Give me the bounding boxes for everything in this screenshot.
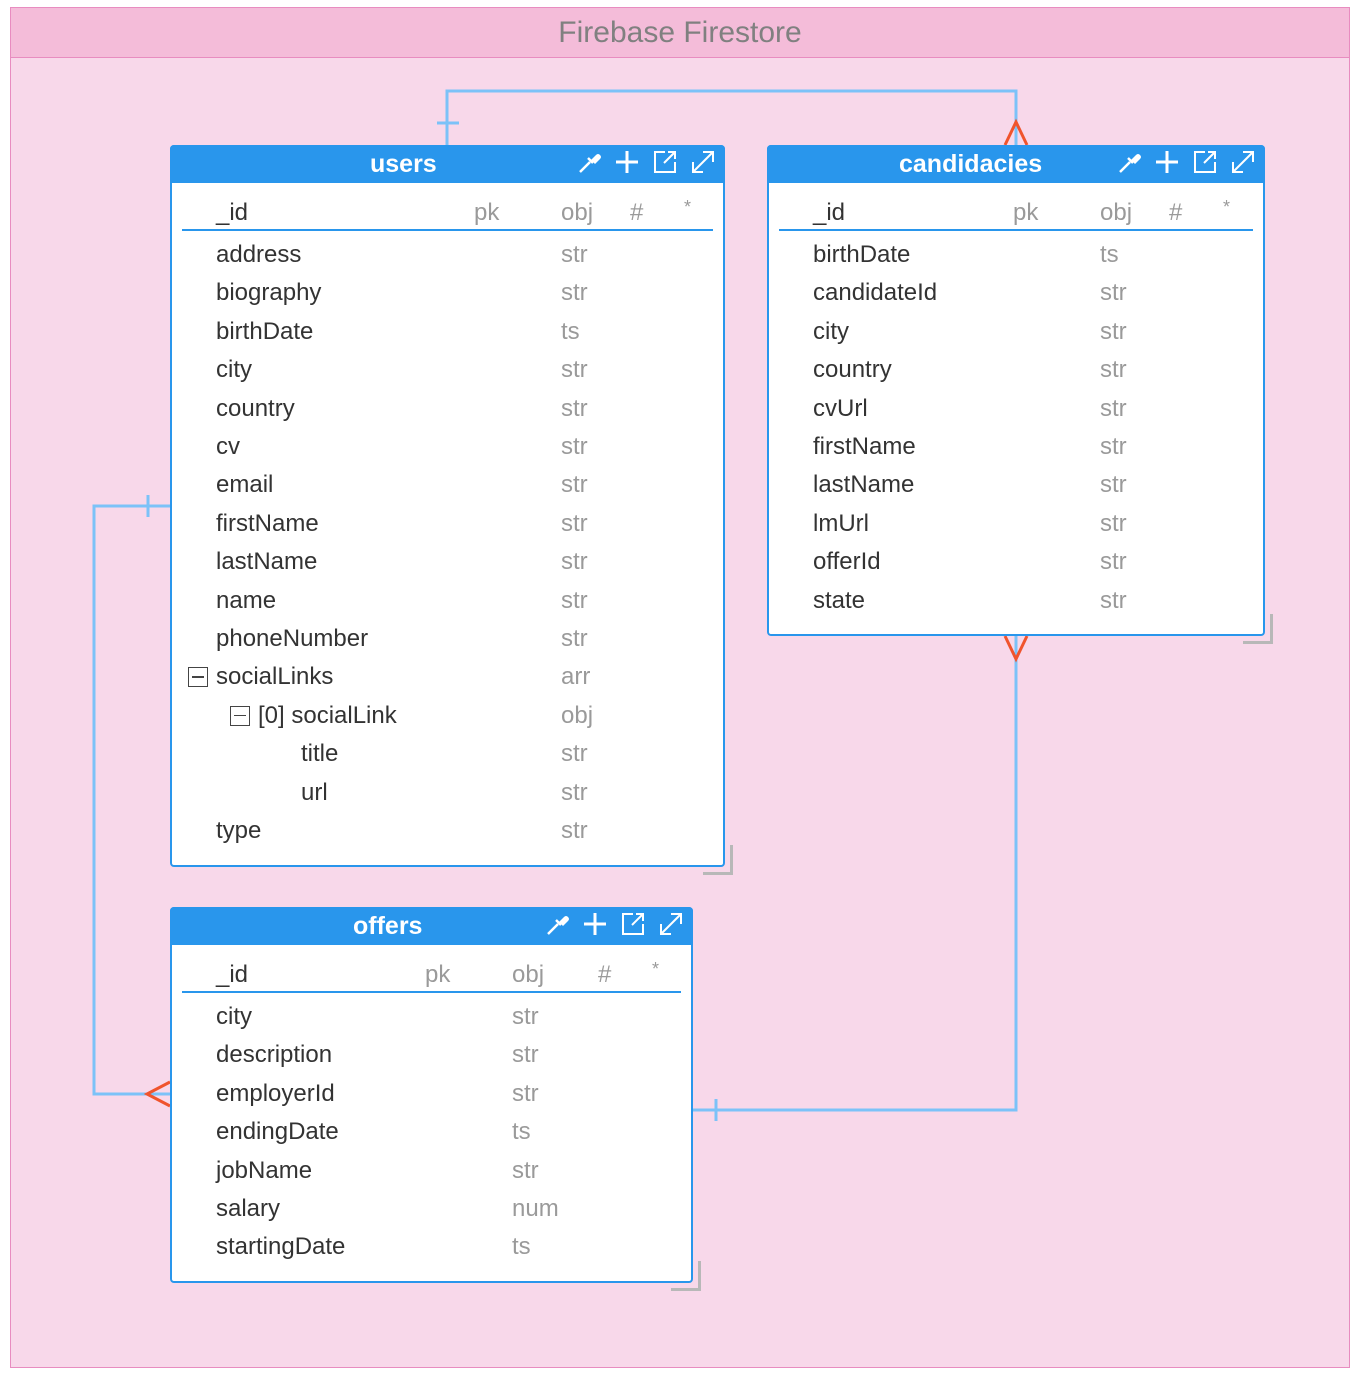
- field-type: ts: [561, 317, 580, 345]
- field-name: address: [216, 241, 302, 268]
- field-row[interactable]: [172, 1151, 691, 1189]
- field-type: obj: [1100, 199, 1133, 226]
- entity-header: [170, 145, 725, 183]
- field-type: str: [561, 548, 588, 576]
- field-row[interactable]: [769, 350, 1263, 388]
- container-title: Firebase Firestore: [11, 8, 1349, 58]
- field-name: candidateId: [813, 279, 938, 307]
- field-name: city: [813, 317, 849, 345]
- pk-column-label: pk: [425, 961, 451, 988]
- field-row[interactable]: [769, 581, 1263, 619]
- field-type: str: [1100, 356, 1127, 384]
- field-name: country: [813, 356, 892, 384]
- field-type: str: [561, 279, 588, 307]
- field-type: str: [1100, 394, 1127, 422]
- field-row[interactable]: [769, 427, 1263, 465]
- expand-icon: [657, 910, 685, 943]
- field-row[interactable]: [172, 619, 723, 657]
- field-row-id[interactable]: [182, 193, 713, 231]
- expand-icon: [689, 148, 717, 181]
- field-row[interactable]: [769, 465, 1263, 503]
- field-row[interactable]: [172, 811, 723, 849]
- plus-button[interactable]: [1151, 149, 1183, 179]
- field-row[interactable]: [172, 1227, 691, 1265]
- eyedropper-button[interactable]: [573, 149, 605, 179]
- field-name: _id: [813, 199, 846, 226]
- field-type: str: [561, 509, 588, 537]
- field-type: str: [512, 1079, 539, 1107]
- field-row[interactable]: [172, 542, 723, 580]
- open-external-button[interactable]: [1189, 149, 1221, 179]
- field-name: description: [216, 1041, 333, 1069]
- field-type: str: [512, 1156, 539, 1184]
- field-name: jobName: [216, 1156, 313, 1184]
- open-external-button[interactable]: [617, 911, 649, 941]
- field-name: cvUrl: [813, 394, 868, 422]
- field-name: firstName: [813, 433, 916, 460]
- eyedropper-icon: [543, 910, 571, 943]
- entity-candidacies[interactable]: [767, 145, 1265, 636]
- entity-toolbar: [1113, 149, 1259, 179]
- field-name: name: [216, 586, 277, 614]
- field-row[interactable]: [769, 542, 1263, 580]
- field-row[interactable]: [172, 1189, 691, 1227]
- field-type: str: [561, 586, 588, 614]
- required-column-label: *: [652, 959, 660, 979]
- field-type: str: [561, 356, 588, 384]
- field-row[interactable]: [172, 696, 723, 734]
- field-type: ts: [512, 1118, 531, 1146]
- field-name: socialLinks: [216, 663, 334, 691]
- plus-icon: [613, 148, 641, 181]
- entity-title: offers: [353, 912, 423, 940]
- field-type: str: [1100, 586, 1127, 614]
- plus-icon: [1153, 148, 1181, 181]
- expand-icon: [1229, 148, 1257, 181]
- open-external-icon: [651, 148, 679, 181]
- field-row[interactable]: [172, 273, 723, 311]
- plus-icon: [581, 910, 609, 943]
- field-name: cv: [216, 433, 240, 460]
- field-type: str: [561, 778, 588, 806]
- entity-header: [170, 907, 693, 945]
- field-name: lastName: [216, 548, 318, 576]
- field-row[interactable]: [769, 273, 1263, 311]
- expand-button[interactable]: [1227, 149, 1259, 179]
- required-column-label: *: [684, 197, 692, 217]
- pk-column-label: pk: [474, 199, 500, 226]
- field-row[interactable]: [172, 581, 723, 619]
- field-row[interactable]: [172, 997, 691, 1035]
- field-name: city: [216, 356, 252, 384]
- entity-toolbar: [573, 149, 719, 179]
- field-row[interactable]: [172, 1035, 691, 1073]
- open-external-icon: [619, 910, 647, 943]
- field-row[interactable]: [769, 235, 1263, 273]
- field-name: lmUrl: [813, 509, 869, 537]
- field-type: str: [512, 1003, 539, 1030]
- field-name: url: [301, 778, 328, 806]
- collapse-toggle-icon[interactable]: [188, 667, 208, 687]
- field-name: city: [216, 1003, 252, 1030]
- field-row[interactable]: [172, 773, 723, 811]
- index-column-label: #: [1169, 199, 1183, 226]
- field-row[interactable]: [769, 389, 1263, 427]
- field-row[interactable]: [172, 465, 723, 503]
- open-external-button[interactable]: [649, 149, 681, 179]
- field-row[interactable]: [172, 235, 723, 273]
- field-type: str: [1100, 471, 1127, 499]
- index-column-label: #: [598, 961, 612, 988]
- plus-button[interactable]: [579, 911, 611, 941]
- entity-users[interactable]: [170, 145, 725, 867]
- entity-title: candidacies: [899, 150, 1043, 178]
- field-type: ts: [1100, 241, 1119, 268]
- entity-offers[interactable]: [170, 907, 693, 1283]
- entity-title: users: [370, 150, 437, 178]
- field-type: str: [561, 471, 588, 499]
- field-name: biography: [216, 279, 322, 307]
- field-name: country: [216, 394, 295, 422]
- field-name: birthDate: [216, 317, 314, 345]
- field-type: num: [512, 1195, 559, 1222]
- required-column-label: *: [1223, 197, 1231, 217]
- field-row[interactable]: [172, 657, 723, 695]
- field-row[interactable]: [172, 350, 723, 388]
- field-name: state: [813, 586, 866, 614]
- field-name: startingDate: [216, 1233, 346, 1261]
- field-type: obj: [561, 701, 594, 729]
- eyedropper-icon: [1115, 148, 1143, 181]
- entity-header: [767, 145, 1265, 183]
- expand-button[interactable]: [687, 149, 719, 179]
- field-row[interactable]: [769, 312, 1263, 350]
- field-type: str: [1100, 509, 1127, 537]
- field-name: type: [216, 817, 262, 844]
- field-name: lastName: [813, 471, 915, 499]
- field-name: firstName: [216, 509, 319, 537]
- field-type: obj: [512, 961, 545, 988]
- field-type: ts: [512, 1233, 531, 1261]
- field-name: title: [301, 740, 339, 768]
- field-name: salary: [216, 1195, 281, 1222]
- field-type: str: [1100, 279, 1127, 307]
- pk-column-label: pk: [1013, 199, 1039, 226]
- field-row-id[interactable]: [182, 955, 681, 993]
- field-name: birthDate: [813, 241, 911, 268]
- field-name: [0] socialLink: [258, 701, 397, 729]
- field-name: phoneNumber: [216, 625, 369, 652]
- field-type: str: [1100, 317, 1127, 345]
- field-type: str: [561, 625, 588, 652]
- plus-button[interactable]: [611, 149, 643, 179]
- field-row-id[interactable]: [779, 193, 1253, 231]
- index-column-label: #: [630, 199, 644, 226]
- eyedropper-icon: [575, 148, 603, 181]
- field-type: arr: [561, 663, 591, 691]
- field-row[interactable]: [172, 1074, 691, 1112]
- field-row[interactable]: [172, 734, 723, 772]
- field-type: str: [561, 394, 588, 422]
- field-name: email: [216, 471, 274, 499]
- collapse-toggle-icon[interactable]: [230, 706, 250, 726]
- field-type: str: [561, 433, 588, 460]
- field-name: _id: [216, 199, 249, 226]
- field-row[interactable]: [172, 427, 723, 465]
- field-name: offerId: [813, 548, 881, 576]
- field-type: str: [512, 1041, 539, 1069]
- field-type: str: [1100, 548, 1127, 576]
- field-row[interactable]: [172, 504, 723, 542]
- field-type: obj: [561, 199, 594, 226]
- field-type: str: [561, 817, 588, 844]
- field-row[interactable]: [769, 504, 1263, 542]
- field-name: _id: [216, 961, 249, 988]
- entity-toolbar: [541, 911, 687, 941]
- eyedropper-button[interactable]: [541, 911, 573, 941]
- field-type: str: [561, 740, 588, 768]
- field-row[interactable]: [172, 1112, 691, 1150]
- expand-button[interactable]: [655, 911, 687, 941]
- eyedropper-button[interactable]: [1113, 149, 1145, 179]
- field-type: str: [561, 241, 588, 268]
- field-name: endingDate: [216, 1118, 339, 1146]
- field-name: employerId: [216, 1079, 335, 1107]
- field-row[interactable]: [172, 312, 723, 350]
- field-row[interactable]: [172, 389, 723, 427]
- open-external-icon: [1191, 148, 1219, 181]
- field-type: str: [1100, 433, 1127, 460]
